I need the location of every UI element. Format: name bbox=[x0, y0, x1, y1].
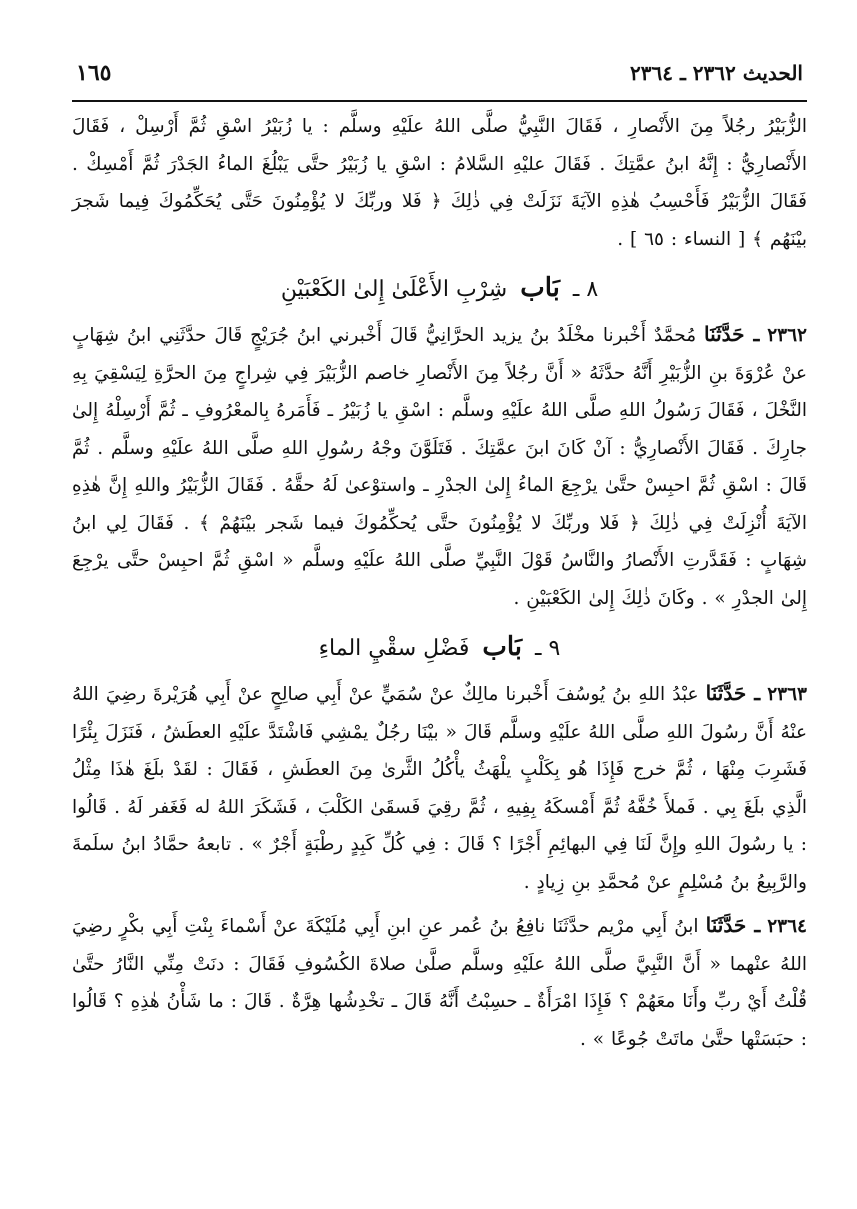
hadith-2364 bbox=[72, 907, 807, 1058]
continued-paragraph: الزُّبَيْرُ رجُلاً مِنَ الأَنْصارِ ، فَقَالَ النَّبِيُّ صلَّى اللهُ علَيْهِ وسلَّم : يا زُبَيْرُ اسْقِ ثُمَّ أَرْسِلْ ، فَقَالَ الأَنْصارِيُّ : إِنَّهُ ابنُ عمَّتِكَ . فَقَالَ عليْهِ السَّلامُ : اسْقِ يا زُبَيْرُ حتَّى يَبْلُغَ الماءُ الجَدْرَ ثُمَّ أَمْسِكْ . فَقَالَ الزُّبَيْرُ فَأَحْسِبُ هٰذِهِ الآيَةَ نَزَلَتْ فِي ذٰلِكَ ﴿ فَلا وربِّكَ لا يُؤْمِنُونَ حَتَّى يُحَكِّمُوكَ فِيما شَجرَ بيْنَهُم ﴾ [ النساء : ٦٥ ] . bbox=[72, 116, 807, 250]
hadith-text: مُحمَّدٌ أَخْبرنا مخْلَدُ بنُ يزيد الحرَّانِيُّ قَالَ أَخْبرني ابنُ جُرَيْجٍ قَالَ حدَّثَنِي ابنُ شِهَابٍ عنْ عُرْوَةَ بنِ الزُّبَيْرِ أَنَّهُ حدَّثَهُ « أَنَّ رجُلاً مِنَ الأَنْصارِ خاصم الزُّبَيْرَ فِي شِراجٍ مِنَ الحرَّةِ لِيَسْقِيَ بِهِ النَّخْلَ ، فَقَالَ رَسُولُ اللهِ صلَّى اللهُ علَيْهِ وسلَّم : اسْقِ يا زُبَيْرُ ـ فَأَمَرهُ بِالمعْرُوفِ ـ ثُمَّ أَرْسِلْهُ إِلىٰ جارِكَ . فَقَالَ الأَنْصارِيُّ : آنْ كَانَ ابنَ عمَّتِكَ . فَتَلَوَّنَ وجْهُ رسُولِ اللهِ صلَّى اللهُ علَيْهِ وسلَّم . ثُمَّ قَالَ : اسْقِ ثُمَّ احبِسْ حتَّىٰ يرْجِعَ الماءُ إِلىٰ الجدْرِ ـ واستوْعىٰ لَهُ حقَّهُ . فَقَالَ الزُّبَيْرُ واللهِ إِنَّ هٰذِهِ الآيَةَ أُنْزِلَتْ فِي ذٰلِكَ ﴿ فَلا وربِّكَ لا يُؤْمِنُونَ حتَّى يُحكِّمُوكَ فيما شَجر بيْنَهُمْ ﴾ . فَقَالَ لِي ابنُ شِهَابٍ : فَقَدَّرتِ الأَنْصارُ والنَّاسُ قَوْلَ النَّبِيِّ صلَّى اللهُ علَيْهِ وسلَّم « اسْقِ ثُمَّ احبِسْ حتَّى يرْجِعَ إِلىٰ الجدْرِ » . وكَانَ ذٰلِكَ إِلىٰ الكَعْبَيْنِ . bbox=[72, 325, 807, 609]
chapter-bab-word: بَاب bbox=[520, 273, 560, 303]
book-page bbox=[72, 60, 807, 1180]
hadith-2362 bbox=[72, 316, 807, 617]
hadith-number: ٢٣٦٣ bbox=[767, 684, 807, 705]
hadith-2363 bbox=[72, 675, 807, 901]
haddatha-word: ـ حَدَّثَنَا bbox=[703, 322, 760, 346]
page-header bbox=[72, 60, 807, 102]
haddatha-word: ـ حَدَّثَنَا bbox=[705, 913, 761, 937]
chapter-number: ٨ ـ bbox=[572, 277, 599, 302]
hadith-text: عبْدُ اللهِ بنُ يُوسُفَ أَخْبرنا مالِكٌ عنْ سُمَيٍّ عنْ أَبِي صالِحٍ عنْ أَبِي هُرَيْرةَ رضِيَ اللهُ عنْهُ أَنَّ رسُولَ اللهِ صلَّى اللهُ علَيْهِ وسلَّم قَالَ « بيْنَا رجُلٌ يمْشِي فَاشْتَدَّ علَيْهِ العطَشُ ، فَنَزَلَ بِئْرًا فَشَرِبَ مِنْهَا ، ثُمَّ خرج فَإِذَا هُو بِكَلْبٍ يلْهَثُ يأْكُلُ الثَّرىٰ مِنَ العطَشِ ، فَقَالَ : لقَدْ بلَغَ هٰذَا مِثْلُ الَّذِي بلَغَ بِي . فَملأَ خُفَّهُ ثُمَّ أَمْسكَهُ بِفِيهِ ، ثُمَّ رقِيَ فَسقَىٰ الكَلْبَ ، فَشَكَرَ اللهُ له فَغَفر لَهُ . قَالُوا : يا رسُولَ اللهِ وإِنَّ لَنَا فِي البهائِمِ أَجْرًا ؟ قَالَ : فِي كُلِّ كَبِدٍ رطْبَةٍ أَجْرٌ » . تابعهُ حمَّادُ ابنُ سلَمةَ والرَّبِيعُ بنُ مُسْلِمٍ عنْ مُحمَّدِ بنِ زِيادٍ . bbox=[72, 684, 807, 893]
chapter-heading-9 bbox=[72, 625, 807, 671]
chapter-title: فَضْلِ سقْيِ الماءِ bbox=[318, 636, 470, 661]
chapter-number: ٩ ـ bbox=[535, 636, 561, 661]
haddatha-word: ـ حَدَّثَنَا bbox=[705, 681, 761, 705]
chapter-heading-8 bbox=[72, 266, 807, 312]
running-title: الحديث ٢٣٦٢ ـ ٢٣٦٤ bbox=[630, 61, 803, 85]
hadith-number: ٢٣٦٢ bbox=[767, 325, 807, 346]
chapter-title: شِرْبِ الأَعْلَىٰ إِلىٰ الكَعْبَيْنِ bbox=[280, 277, 508, 302]
page-number: ١٦٥ bbox=[76, 60, 112, 86]
page-content bbox=[72, 102, 807, 1058]
hadith-text: ابنُ أَبِي مرْيم حدَّثَنَا نافِعُ بنُ عُمر عنِ ابنِ أَبِي مُلَيْكَةَ عنْ أَسْماءَ بِنْتِ أَبِي بكْرٍ رضِيَ اللهُ عنْهما « أَنَّ النَّبِيَّ صلَّى اللهُ علَيْهِ وسلَّم صلَّىٰ صلاةَ الكُسُوفِ فَقَالَ : دنَتْ مِنِّي النَّارُ حتَّىٰ قُلْتُ أَيْ ربِّ وأَنَا معَهُمْ ؟ فَإِذَا امْرَأَةٌ ـ حسِبْتُ أَنَّهُ قَالَ ـ تخْدِشُها هِرَّةٌ . قَالَ : ما شَأْنُ هٰذِهِ ؟ قَالُوا : حبَسَتْها حتَّىٰ ماتَتْ جُوعًا » . bbox=[72, 916, 807, 1050]
hadith-number: ٢٣٦٤ bbox=[767, 916, 807, 937]
chapter-bab-word: بَاب bbox=[482, 632, 523, 662]
